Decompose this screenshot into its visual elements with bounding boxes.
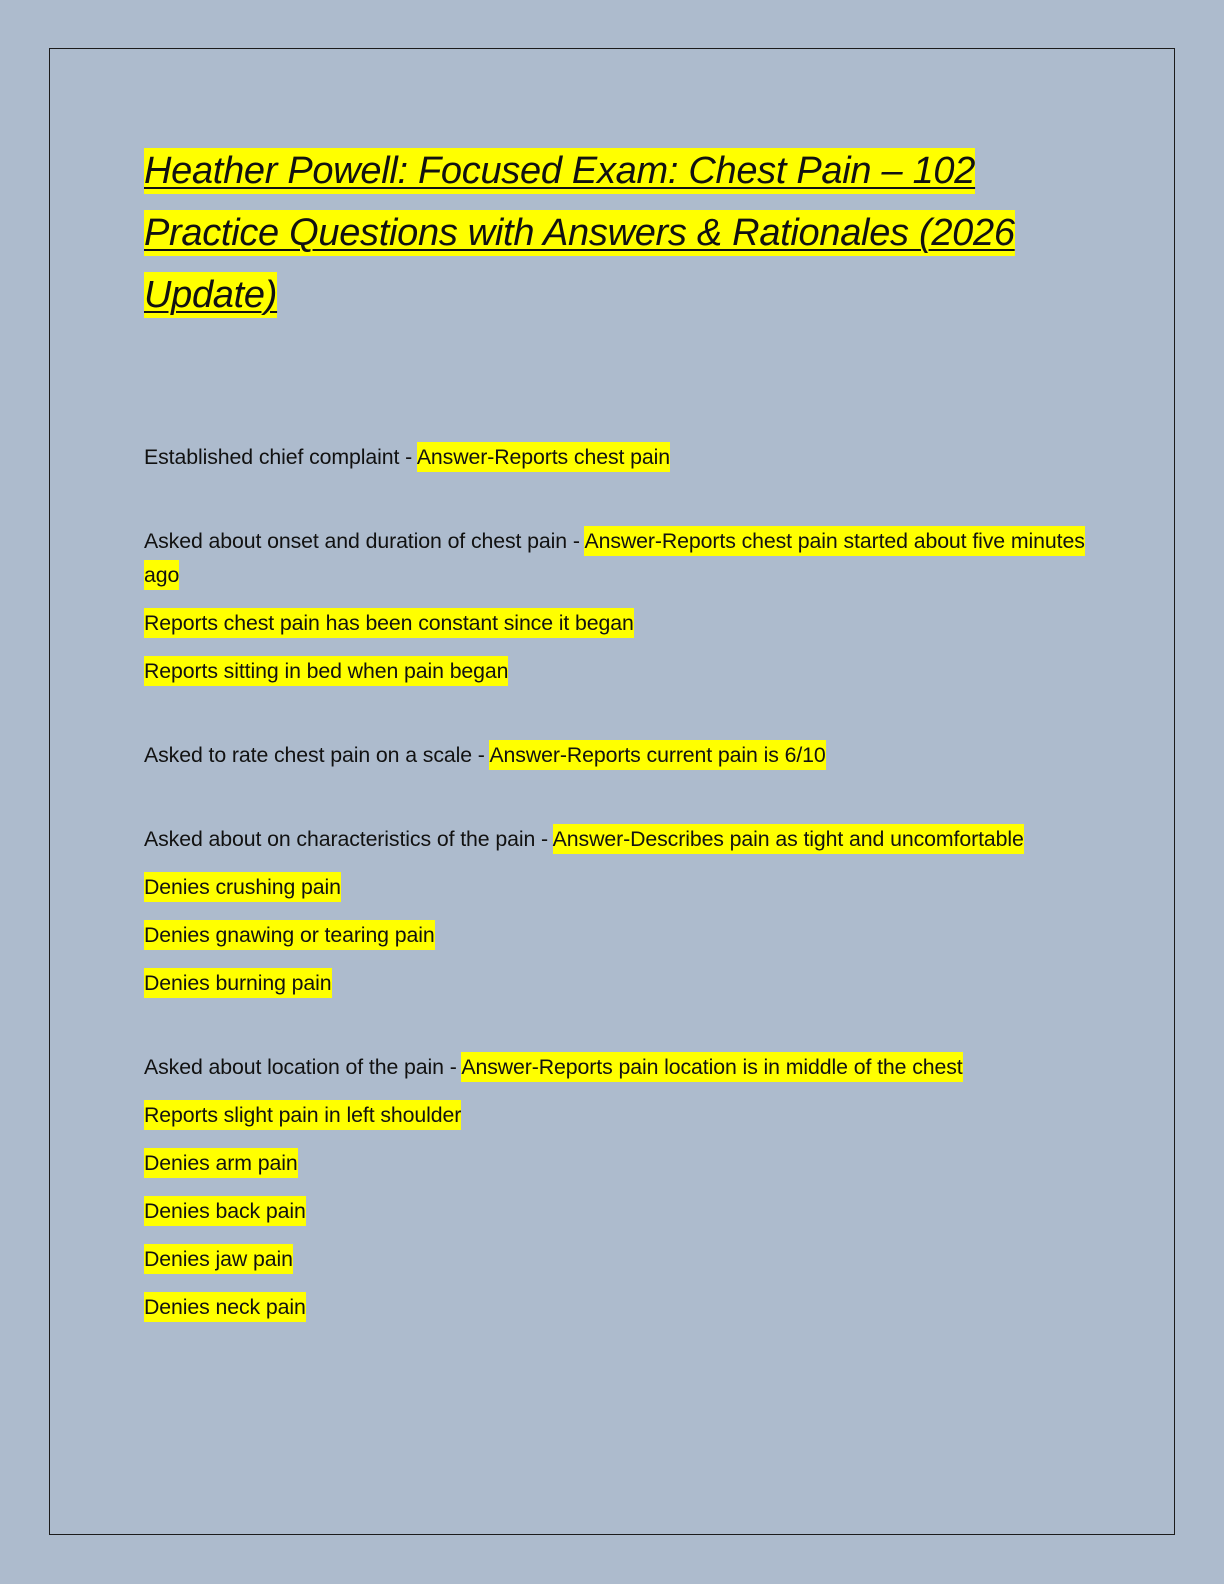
answer-detail-row [144,1194,1089,1228]
answer-text: Answer-Reports chest pain [417,442,670,472]
answer-detail-row [144,1242,1089,1276]
answer-detail-row [144,870,1089,904]
question-text: Asked about on characteristics of the pain - [144,827,553,851]
answer-detail-text: Reports sitting in bed when pain began [144,656,508,686]
answer-detail-row [144,1146,1089,1180]
question-text: Established chief complaint - [144,445,417,469]
answer-detail-row [144,918,1089,952]
answer-detail-text: Reports chest pain has been constant since it began [144,608,634,638]
document-header [144,140,1089,326]
answer-detail-text: Denies burning pain [144,968,332,998]
answer-text: Answer-Describes pain as tight and uncomfortable [553,824,1024,854]
answer-text: Answer-Reports current pain is 6/10 [489,740,825,770]
answer-detail-row [144,966,1089,1000]
question-text: Asked about onset and duration of chest pain - [144,529,585,553]
document-title [144,140,1089,326]
answer-detail-text: Denies jaw pain [144,1244,293,1274]
answer-text: Answer-Reports chest pain started about five minutes ago [144,526,1085,590]
qa-list [144,440,1089,1338]
answer-detail-row [144,1290,1089,1324]
answer-detail-text: Denies neck pain [144,1292,306,1322]
qa-question-row [144,440,1089,474]
document-title-text: Heather Powell: Focused Exam: Chest Pain – 102 Practice Questions with Answers & Rationales (2026 Update) [144,150,1015,316]
answer-detail-text: Reports slight pain in left shoulder [144,1100,461,1130]
question-text: Asked about location of the pain - [144,1055,462,1079]
qa-question-row [144,738,1089,772]
answer-detail-text: Denies crushing pain [144,872,341,902]
answer-detail-text: Denies gnawing or tearing pain [144,920,435,950]
question-text: Asked to rate chest pain on a scale - [144,743,490,767]
answer-detail-row [144,1098,1089,1132]
qa-question-row [144,1050,1089,1084]
qa-question-row [144,524,1089,592]
answer-detail-text: Denies arm pain [144,1148,298,1178]
qa-question-row [144,822,1089,856]
answer-detail-text: Denies back pain [144,1196,306,1226]
answer-detail-row [144,654,1089,688]
answer-detail-row [144,606,1089,640]
answer-text: Answer-Reports pain location is in middle of the chest [461,1052,962,1082]
